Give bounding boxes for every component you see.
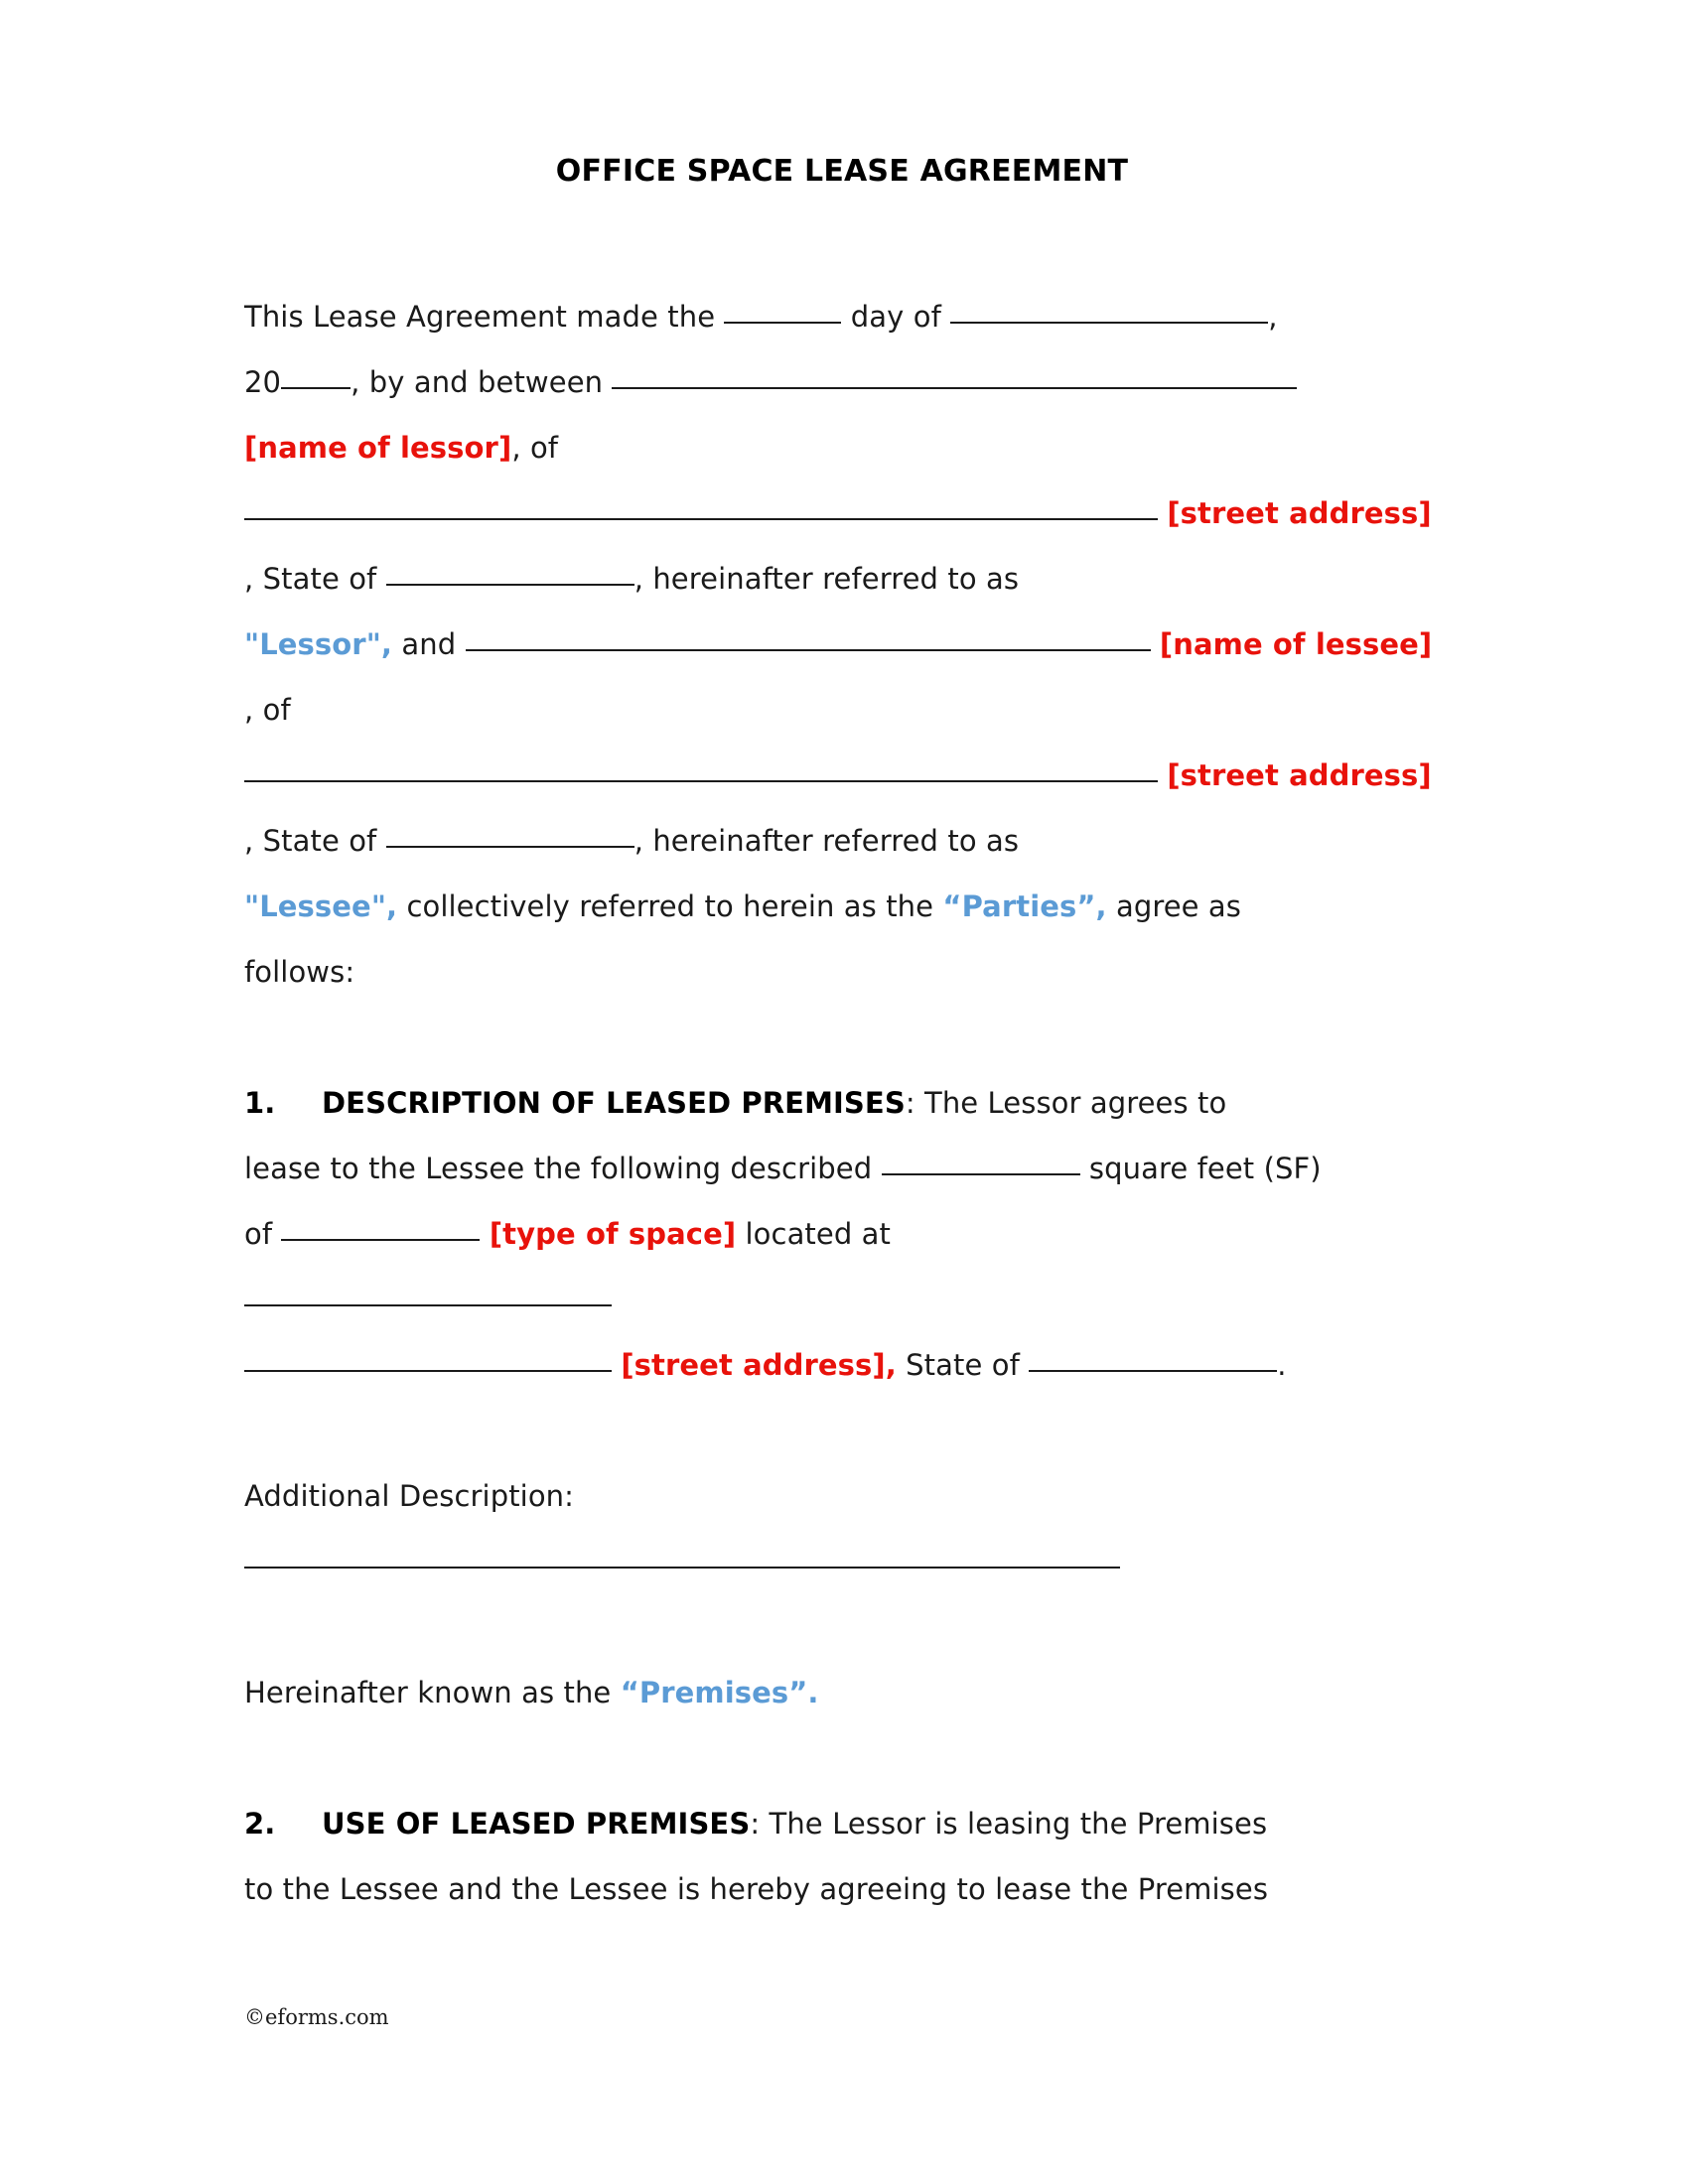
blank-premises-state[interactable] bbox=[1029, 1346, 1277, 1372]
additional-description-label: Additional Description: bbox=[244, 1479, 575, 1513]
intro-text-10: , of bbox=[244, 693, 291, 727]
premises-definition-line bbox=[244, 1660, 1446, 1725]
intro-text-13: collectively referred to herein as the bbox=[397, 889, 943, 923]
section-1-heading: DESCRIPTION OF LEASED PREMISES bbox=[322, 1086, 906, 1120]
section-2-heading: USE OF LEASED PREMISES bbox=[322, 1807, 751, 1841]
section-2-text-a: : The Lessor is leasing the Premises bbox=[750, 1807, 1268, 1841]
intro-text-7: , State of bbox=[244, 562, 386, 596]
blank-lessee-state[interactable] bbox=[386, 822, 634, 848]
intro-text-9: and bbox=[392, 627, 466, 661]
intro-text-12: , hereinafter referred to as bbox=[633, 824, 1020, 858]
intro-text-1: This Lease Agreement made the bbox=[244, 300, 725, 334]
blank-day[interactable] bbox=[724, 298, 841, 324]
document-body bbox=[244, 284, 1446, 1922]
intro-text-11: , State of bbox=[244, 824, 386, 858]
lessor-street-address-placeholder: [street address] bbox=[1167, 496, 1432, 530]
lessor-defined-term: "Lessor", bbox=[244, 627, 393, 661]
section-1-number: 1. bbox=[244, 1086, 276, 1120]
blank-year[interactable] bbox=[281, 363, 351, 389]
additional-description-block bbox=[244, 1463, 1446, 1594]
lessee-defined-term: "Lessee", bbox=[244, 889, 398, 923]
premises-defined-term: “Premises”. bbox=[620, 1676, 819, 1709]
section-2 bbox=[244, 1791, 1446, 1922]
blank-space-type[interactable] bbox=[281, 1215, 480, 1241]
lessee-street-address-placeholder: [street address] bbox=[1167, 758, 1432, 792]
intro-text-3: , bbox=[1268, 300, 1278, 334]
section-1-text-e: located at bbox=[736, 1217, 892, 1251]
blank-lessor-name[interactable] bbox=[612, 363, 1297, 389]
document-content bbox=[244, 0, 1446, 1922]
blank-month[interactable] bbox=[950, 298, 1268, 324]
section-1-text-b: lease to the Lessee the following described bbox=[244, 1152, 882, 1185]
blank-additional-description[interactable] bbox=[244, 1543, 1120, 1569]
intro-text-15: follows: bbox=[244, 955, 355, 989]
blank-lessee-street-address[interactable] bbox=[244, 756, 1158, 782]
blank-premises-address-line1[interactable] bbox=[244, 1281, 612, 1306]
intro-text-4: 20 bbox=[244, 365, 282, 399]
intro-text-6: , of bbox=[511, 431, 559, 465]
type-of-space-placeholder: [type of space] bbox=[489, 1217, 737, 1251]
section-1-text-a: : The Lessor agrees to bbox=[905, 1086, 1227, 1120]
premises-street-address-placeholder: [street address], bbox=[621, 1348, 897, 1382]
intro-text-2: day of bbox=[841, 300, 951, 334]
lessee-name-placeholder: [name of lessee] bbox=[1159, 627, 1433, 661]
section-1 bbox=[244, 1070, 1446, 1398]
section-1-state-of: State of bbox=[896, 1348, 1030, 1382]
lessor-name-placeholder: [name of lessor] bbox=[244, 431, 512, 465]
blank-square-feet[interactable] bbox=[882, 1150, 1080, 1175]
intro-text-5: , by and between bbox=[351, 365, 613, 399]
page-title: OFFICE SPACE LEASE AGREEMENT bbox=[555, 154, 1129, 189]
section-1-text-d: of bbox=[244, 1217, 282, 1251]
intro-text-14: agree as bbox=[1106, 889, 1242, 923]
section-2-text-b: to the Lessee and the Lessee is hereby agreeing to lease the Premises bbox=[244, 1872, 1269, 1906]
section-1-period: . bbox=[1277, 1348, 1287, 1382]
hereinafter-known-text: Hereinafter known as the bbox=[244, 1676, 621, 1709]
parties-defined-term: “Parties”, bbox=[942, 889, 1107, 923]
blank-lessee-name[interactable] bbox=[466, 625, 1151, 651]
intro-text-8: , hereinafter referred to as bbox=[633, 562, 1020, 596]
blank-lessor-street-address[interactable] bbox=[244, 494, 1158, 520]
section-1-text-c: square feet (SF) bbox=[1079, 1152, 1322, 1185]
blank-premises-address-line2[interactable] bbox=[244, 1346, 612, 1372]
blank-lessor-state[interactable] bbox=[386, 560, 634, 586]
intro-paragraph bbox=[244, 284, 1446, 1005]
section-2-number: 2. bbox=[244, 1807, 276, 1841]
footer-copyright: ©eforms.com bbox=[244, 2005, 389, 2029]
